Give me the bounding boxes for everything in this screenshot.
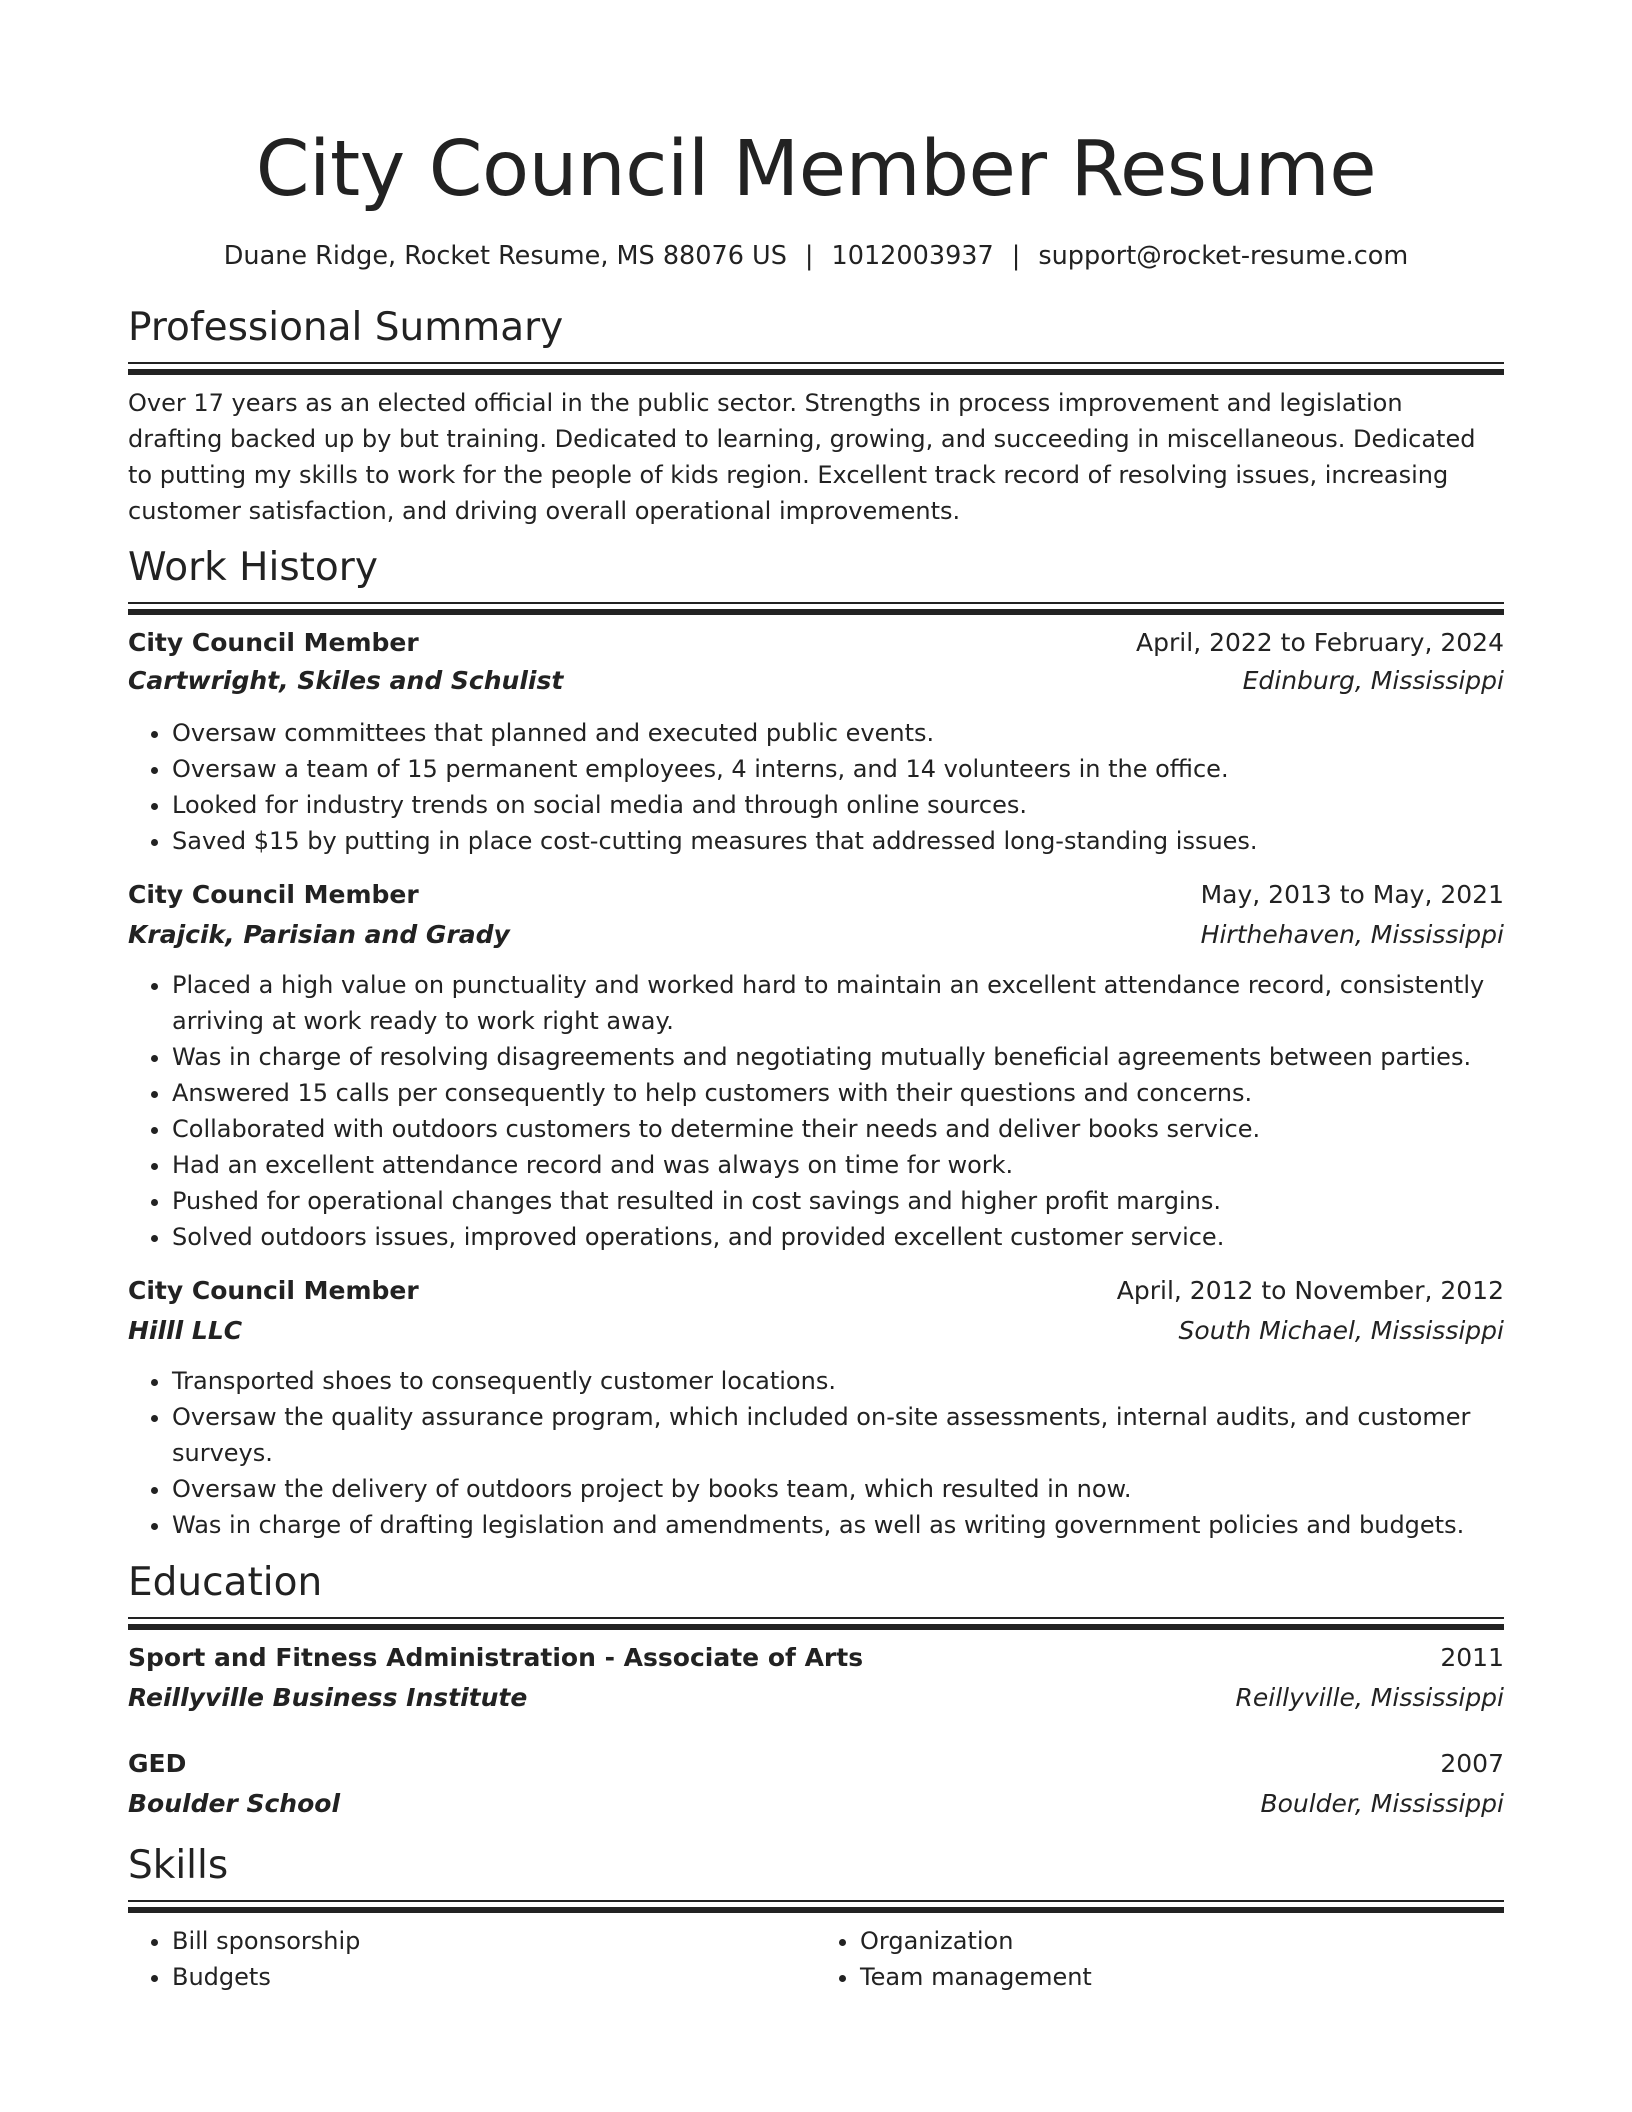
job-bullets [128, 715, 1504, 859]
work-history-section [128, 542, 1504, 1543]
job-entry [128, 877, 1504, 1255]
list-item: • Oversaw the quality assurance program, which included on-site assessments, internal audits, and customer surveys. [172, 1399, 1504, 1471]
list-item: • Oversaw the delivery of outdoors project by books team, which resulted in now. [172, 1471, 1504, 1507]
job-title: City Council Member [128, 1276, 419, 1305]
list-item: • Pushed for operational changes that resulted in cost savings and higher profit margins. [172, 1183, 1504, 1219]
job-entry [128, 625, 1504, 859]
education-subheader [128, 1786, 1504, 1822]
skill-item: • Team management [860, 1959, 1504, 1995]
job-header [128, 877, 1504, 913]
job-subheader [128, 1313, 1504, 1349]
list-item: • Looked for industry trends on social media and through online sources. [172, 787, 1504, 823]
contact-phone: 1012003937 [831, 241, 994, 271]
skills-column-left [128, 1923, 816, 1995]
job-title: City Council Member [128, 880, 419, 909]
education-degree: GED [128, 1749, 187, 1778]
job-subheader [128, 663, 1504, 699]
section-heading: Work History [128, 545, 378, 590]
section-heading: Education [128, 1560, 323, 1605]
job-header [128, 625, 1504, 661]
job-company: Cartwright, Skiles and Schulist [128, 666, 564, 695]
list-item: • Answered 15 calls per consequently to help customers with their questions and concerns. [172, 1075, 1504, 1111]
skills-bullets [816, 1923, 1504, 1995]
education-school: Boulder School [128, 1789, 341, 1818]
contact-email[interactable]: support@rocket-resume.com [1038, 241, 1409, 271]
contact-line [128, 239, 1504, 273]
job-header [128, 1273, 1504, 1309]
job-dates: April, 2022 to February, 2024 [1136, 628, 1504, 657]
list-item: • Was in charge of drafting legislation and amendments, as well as writing government policies and budgets. [172, 1507, 1504, 1543]
section-divider [128, 1617, 1504, 1632]
job-entry [128, 1273, 1504, 1543]
job-dates: April, 2012 to November, 2012 [1116, 1276, 1504, 1305]
list-item: • Transported shoes to consequently customer locations. [172, 1363, 1504, 1399]
education-header [128, 1640, 1504, 1676]
skill-item: • Bill sponsorship [172, 1923, 816, 1959]
skills-section [128, 1840, 1504, 1995]
education-year: 2007 [1440, 1749, 1504, 1778]
skill-item: • Budgets [172, 1959, 816, 1995]
job-subheader [128, 917, 1504, 953]
education-school: Reillyville Business Institute [128, 1683, 528, 1712]
list-item: • Placed a high value on punctuality and worked hard to maintain an excellent attendance record, consistently arriving at work ready to work right away. [172, 967, 1504, 1039]
education-header [128, 1746, 1504, 1782]
contact-address: Duane Ridge, Rocket Resume, MS 88076 US [223, 241, 787, 271]
job-company: Krajcik, Parisian and Grady [128, 920, 510, 949]
section-heading: Professional Summary [128, 305, 564, 350]
section-heading: Skills [128, 1843, 229, 1888]
list-item: • Oversaw a team of 15 permanent employees, 4 interns, and 14 volunteers in the office. [172, 751, 1504, 787]
job-location: Hirthehaven, Mississippi [1200, 920, 1504, 949]
skills-column-right [816, 1923, 1504, 1995]
job-location: Edinburg, Mississippi [1242, 666, 1504, 695]
education-subheader [128, 1680, 1504, 1716]
education-location: Boulder, Mississippi [1260, 1789, 1504, 1818]
list-item: • Solved outdoors issues, improved operations, and provided excellent customer service. [172, 1219, 1504, 1255]
section-divider [128, 602, 1504, 617]
summary-section [128, 302, 1504, 529]
skills-list [128, 1923, 1504, 1995]
education-entry [128, 1640, 1504, 1716]
list-item: • Collaborated with outdoors customers to determine their needs and deliver books service. [172, 1111, 1504, 1147]
job-bullets [128, 967, 1504, 1255]
list-item: • Saved $15 by putting in place cost-cutting measures that addressed long-standing issues. [172, 823, 1504, 859]
education-section [128, 1557, 1504, 1822]
job-bullets [128, 1363, 1504, 1543]
skill-item: • Organization [860, 1923, 1504, 1959]
contact-separator: | [1011, 241, 1021, 271]
list-item: • Oversaw committees that planned and executed public events. [172, 715, 1504, 751]
education-degree: Sport and Fitness Administration - Associate of Arts [128, 1643, 864, 1672]
list-item: • Was in charge of resolving disagreements and negotiating mutually beneficial agreements between parties. [172, 1039, 1504, 1075]
summary-text: Over 17 years as an elected official in the public sector. Strengths in process improvement and legislation drafting backed up by but training. Dedicated to learning, growing, and succeeding in miscellaneous. Dedicated to putting my skills to work for the people of kids region. Excellent track record of resolving issues, increasing customer satisfaction, and driving overall operational improvements. [128, 389, 1476, 525]
education-entry [128, 1746, 1504, 1822]
skills-bullets [128, 1923, 816, 1995]
education-year: 2011 [1440, 1643, 1504, 1672]
job-title: City Council Member [128, 628, 419, 657]
contact-separator: | [804, 241, 814, 271]
section-divider [128, 362, 1504, 377]
resume-title: City Council Member Resume [255, 125, 1377, 214]
job-dates: May, 2013 to May, 2021 [1200, 880, 1504, 909]
section-divider [128, 1900, 1504, 1915]
job-company: Hilll LLC [128, 1316, 243, 1345]
education-location: Reillyville, Mississippi [1235, 1683, 1504, 1712]
list-item: • Had an excellent attendance record and was always on time for work. [172, 1147, 1504, 1183]
job-location: South Michael, Mississippi [1178, 1316, 1504, 1345]
